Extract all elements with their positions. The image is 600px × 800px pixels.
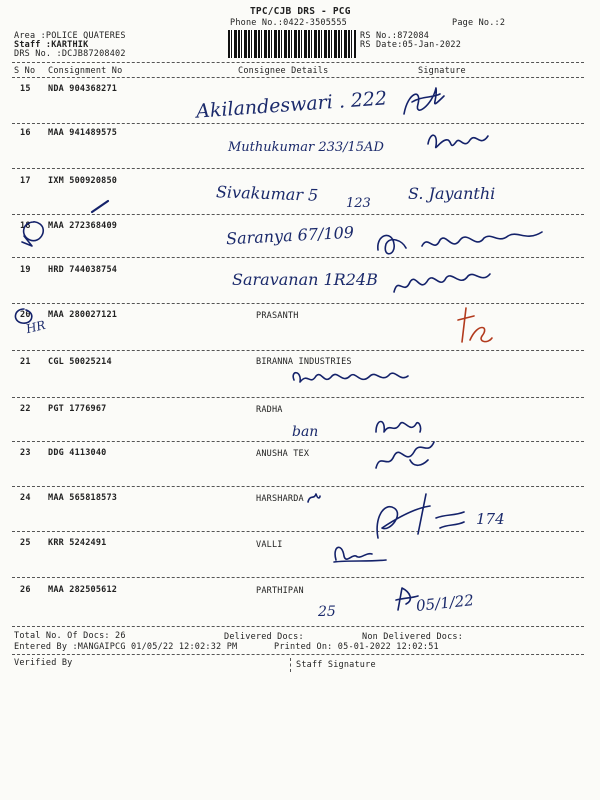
handwritten-name: Saravanan 1R24B bbox=[232, 270, 378, 289]
signature-image bbox=[392, 582, 422, 616]
row-consignment: MAA 272368409 bbox=[48, 221, 118, 231]
document-title: TPC/CJB DRS - PCG bbox=[250, 6, 351, 17]
row-consignment: MAA 565818573 bbox=[48, 493, 118, 503]
row-sno: 19 bbox=[20, 265, 31, 275]
drs-number: DRS No. :DCJB87208402 bbox=[14, 49, 126, 59]
total-docs: Total No. Of Docs: 26 bbox=[14, 631, 126, 641]
row-consignee: PARTHIPAN bbox=[256, 586, 304, 596]
row-sno: 26 bbox=[20, 585, 31, 595]
row-consignee: RADHA bbox=[256, 405, 283, 415]
row-sno: 15 bbox=[20, 84, 31, 94]
row-sno: 25 bbox=[20, 538, 31, 548]
column-header-consignment: Consignment No bbox=[48, 66, 123, 76]
handwritten-note: ban bbox=[292, 424, 319, 440]
row-sno: 24 bbox=[20, 493, 31, 503]
rs-date: RS Date:05-Jan-2022 bbox=[360, 40, 462, 50]
row-divider bbox=[12, 303, 584, 304]
row-consignment: KRR 5242491 bbox=[48, 538, 107, 548]
row-consignment: IXM 500920850 bbox=[48, 176, 118, 186]
divider bbox=[12, 62, 584, 63]
non-delivered-docs: Non Delivered Docs: bbox=[362, 632, 464, 642]
row-sno: 16 bbox=[20, 128, 31, 138]
row-divider bbox=[12, 214, 584, 215]
row-sno: 17 bbox=[20, 176, 31, 186]
signature-image bbox=[328, 540, 390, 568]
handwritten-number: 123 bbox=[346, 196, 371, 211]
printed-on: Printed On: 05-01-2022 12:02:51 bbox=[274, 642, 439, 652]
row-consignee: ANUSHA TEX bbox=[256, 449, 310, 459]
row-consignment: HRD 744038754 bbox=[48, 265, 118, 275]
row-consignment: PGT 1776967 bbox=[48, 404, 107, 414]
row-sno: 23 bbox=[20, 448, 31, 458]
handwritten-date: 05/1/22 bbox=[415, 591, 475, 615]
signature-image bbox=[424, 128, 494, 158]
barcode-image bbox=[228, 30, 356, 58]
handwritten-signature: S. Jayanthi bbox=[408, 184, 496, 203]
phone-number: Phone No.:0422-3505555 bbox=[230, 18, 347, 28]
row-consignee: PRASANTH bbox=[256, 311, 299, 321]
row-divider bbox=[12, 441, 584, 442]
staff-label: Staff :KARTHIK bbox=[14, 40, 89, 50]
row-consignee: HARSHARDA bbox=[256, 494, 304, 504]
staff-signature-label: Staff Signature bbox=[296, 660, 376, 670]
signature-image bbox=[290, 366, 412, 390]
row-consignment: NDA 904368271 bbox=[48, 84, 118, 94]
verified-by: Verified By bbox=[14, 658, 73, 668]
row-divider bbox=[12, 577, 584, 578]
row-consignment: MAA 280027121 bbox=[48, 310, 118, 320]
circled-number-mark bbox=[18, 216, 54, 248]
signature-image bbox=[398, 82, 448, 122]
column-header-consignee: Consignee Details bbox=[238, 66, 329, 76]
divider bbox=[12, 654, 584, 655]
signature-image bbox=[372, 226, 552, 262]
divider bbox=[290, 658, 291, 672]
row-divider bbox=[12, 168, 584, 169]
handwritten-mark: HR bbox=[24, 317, 47, 337]
rs-number: RS No.:872084 bbox=[360, 31, 430, 41]
handwritten-name: Akilandeswari . 222 bbox=[195, 87, 388, 123]
row-consignment: DDG 4113040 bbox=[48, 448, 107, 458]
signature-image bbox=[452, 302, 496, 348]
row-divider bbox=[12, 531, 584, 532]
row-consignment: MAA 941489575 bbox=[48, 128, 118, 138]
circled-number-mark bbox=[10, 306, 38, 326]
row-consignment: MAA 282505612 bbox=[48, 585, 118, 595]
row-sno: 20 bbox=[20, 310, 31, 320]
row-consignment: CGL 50025214 bbox=[48, 357, 112, 367]
signature-image bbox=[390, 266, 494, 300]
handwritten-number: 174 bbox=[476, 510, 505, 528]
entered-by: Entered By :MANGAIPCG 01/05/22 12:02:32 PM bbox=[14, 642, 238, 652]
page-number: Page No.:2 bbox=[452, 18, 506, 28]
area-label: Area :POLICE QUATERES bbox=[14, 31, 126, 41]
divider bbox=[12, 77, 584, 78]
row-sno: 18 bbox=[20, 221, 31, 231]
row-consignee: BIRANNA INDUSTRIES bbox=[256, 357, 352, 367]
signature-image bbox=[370, 488, 468, 544]
signature-image bbox=[370, 436, 440, 476]
row-divider bbox=[12, 486, 584, 487]
row-consignee: VALLI bbox=[256, 540, 283, 550]
delivered-docs: Delivered Docs: bbox=[224, 632, 304, 642]
handwritten-name: Muthukumar 233/15AD bbox=[228, 140, 384, 155]
column-header-sno: S No bbox=[14, 66, 36, 76]
column-header-signature: Signature bbox=[418, 66, 466, 76]
row-divider bbox=[12, 397, 584, 398]
row-divider bbox=[12, 123, 584, 124]
row-divider bbox=[12, 350, 584, 351]
row-sno: 21 bbox=[20, 357, 31, 367]
row-divider bbox=[12, 626, 584, 627]
handwritten-name: Sivakumar 5 bbox=[215, 182, 319, 205]
pen-mark bbox=[306, 492, 322, 504]
handwritten-name: Saranya 67/109 bbox=[225, 222, 355, 249]
handwritten-number: 25 bbox=[318, 604, 336, 620]
row-sno: 22 bbox=[20, 404, 31, 414]
pen-mark bbox=[90, 198, 114, 214]
